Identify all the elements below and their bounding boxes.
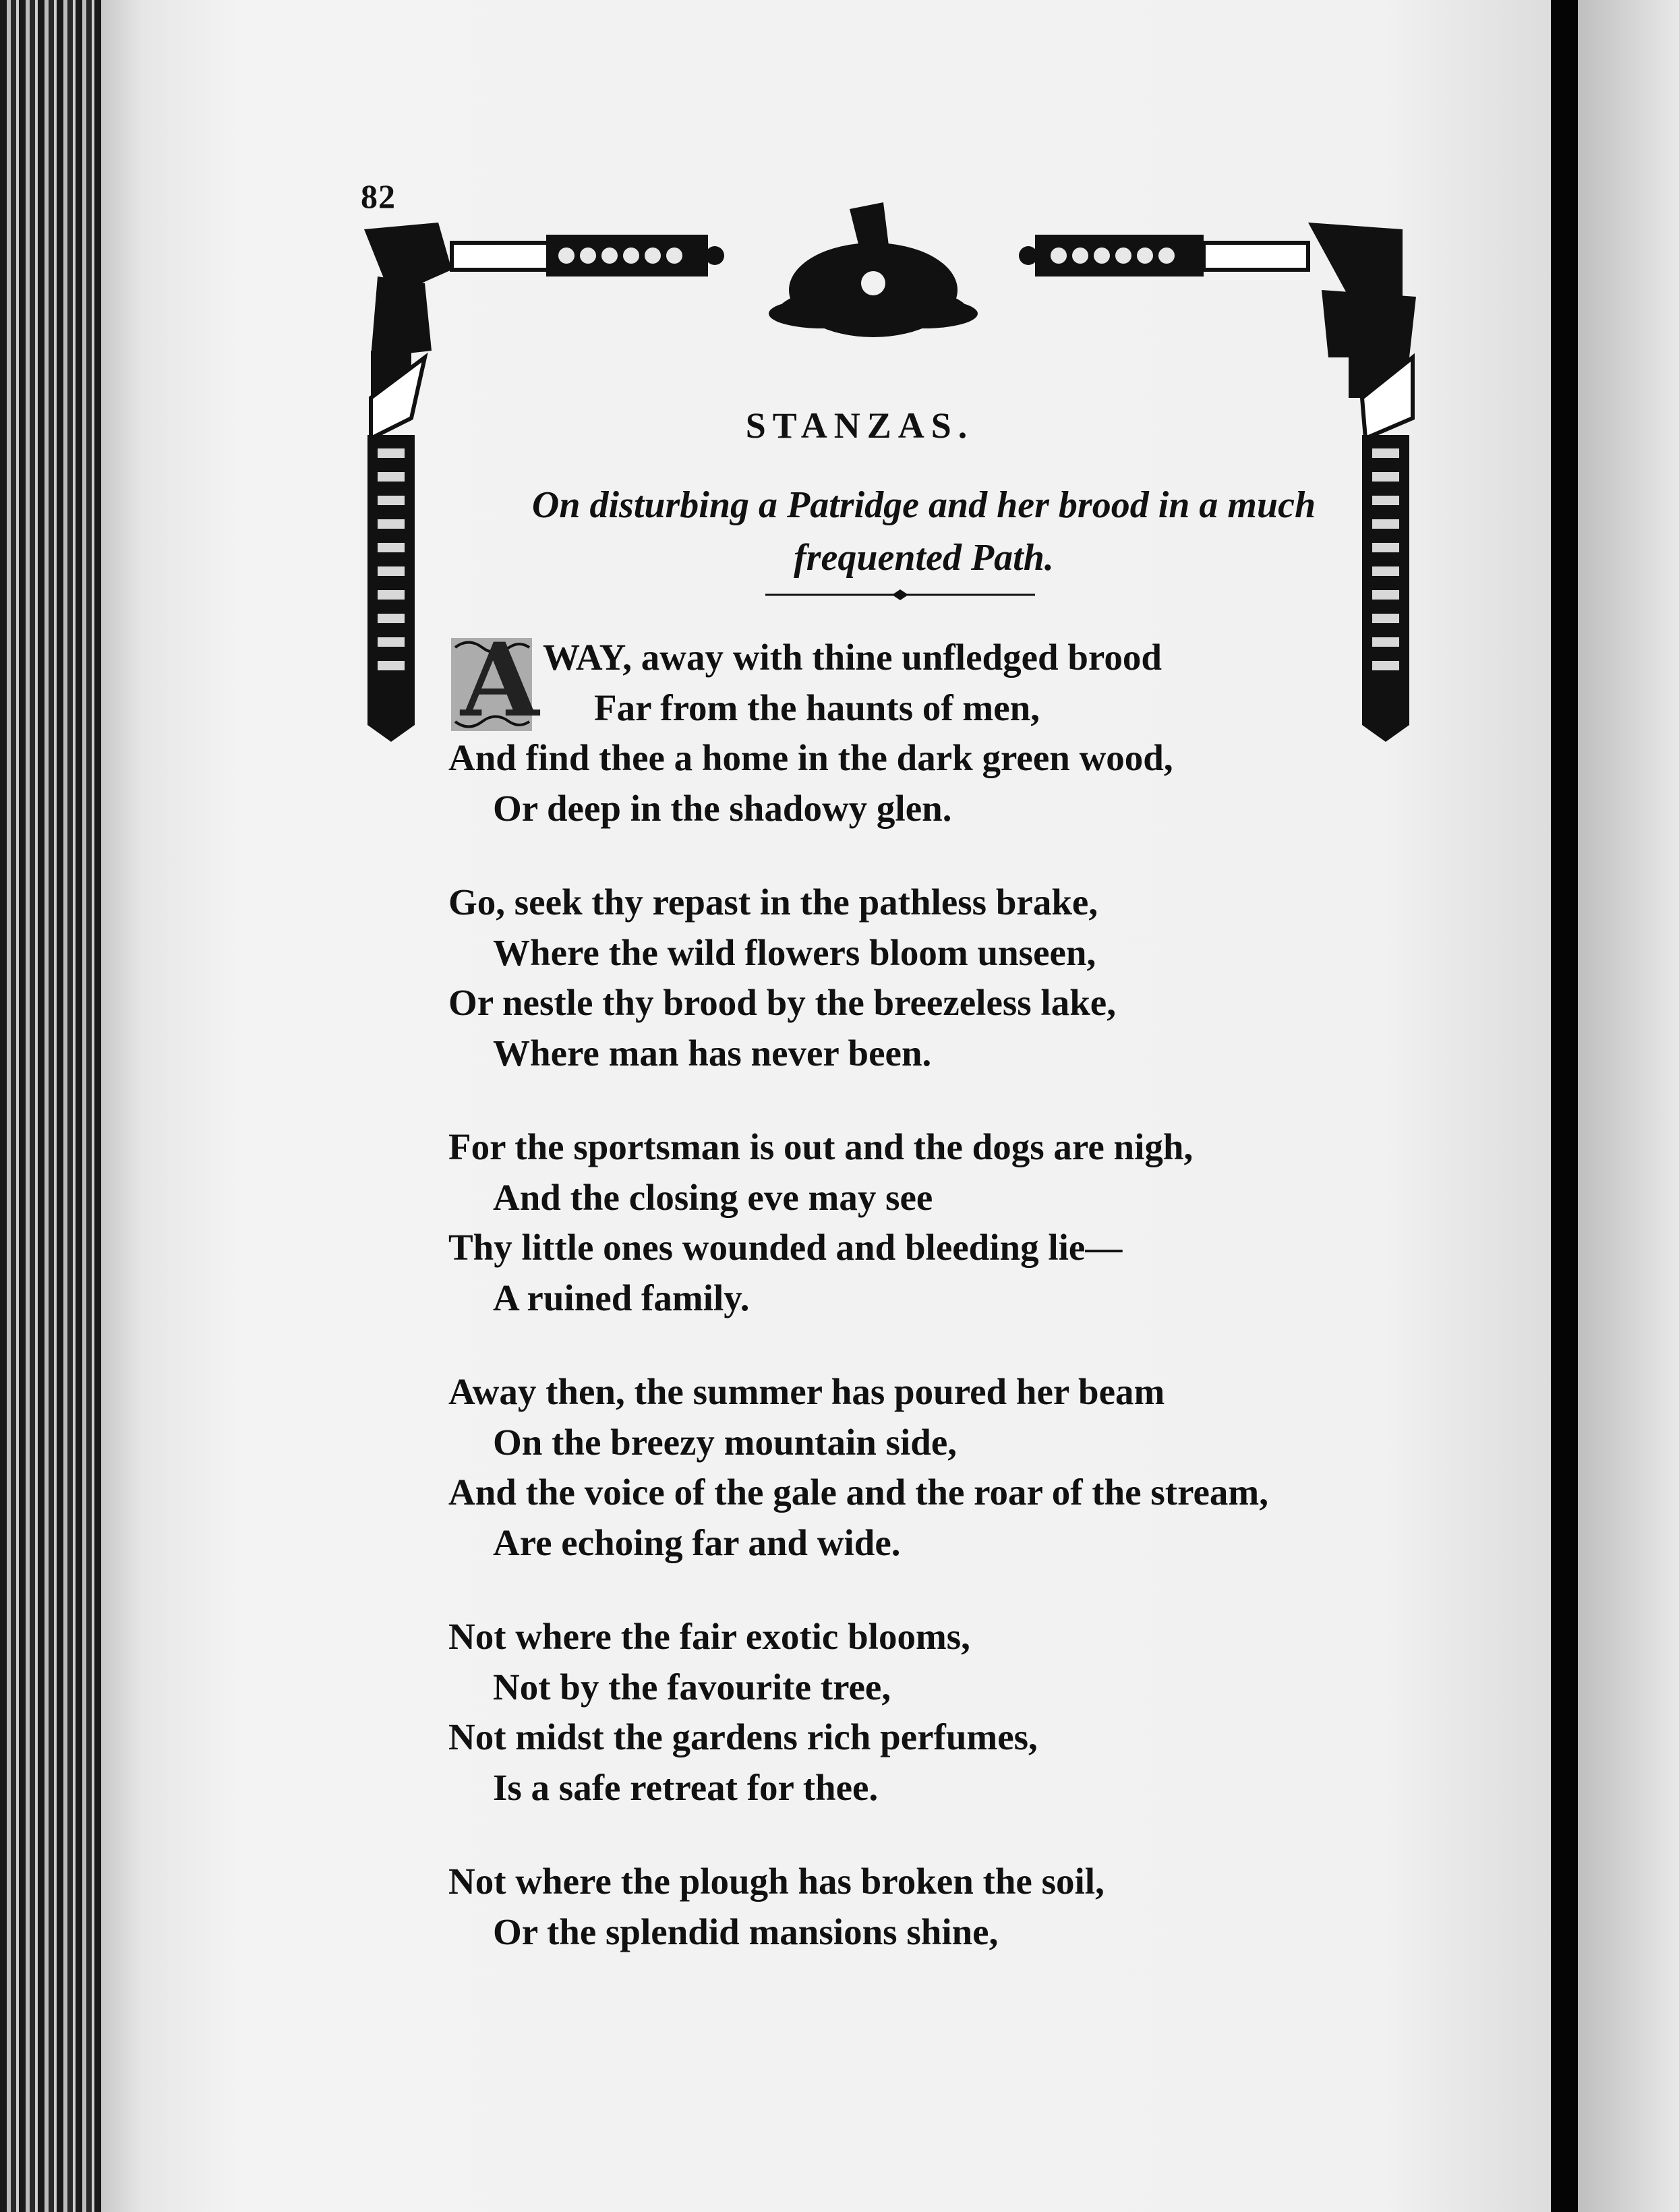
- drop-cap-ornament: [448, 621, 556, 740]
- poem-line: Where the wild flowers bloom unseen,: [493, 931, 1096, 973]
- stanza-2: [448, 877, 1460, 1078]
- title-divider-rule: [765, 587, 1035, 603]
- poem-line: Not where the fair exotic blooms,: [448, 1616, 970, 1657]
- left-banner-ornament: [452, 235, 724, 276]
- subtitle-line-1: On disturbing a Patridge and her brood in a much: [531, 484, 1316, 526]
- poem-line: On the breezy mountain side,: [493, 1421, 958, 1463]
- right-banner-ornament: [1019, 235, 1308, 276]
- stanza-4: [448, 1367, 1460, 1568]
- poem-line: For the sportsman is out and the dogs are nigh,: [448, 1126, 1194, 1167]
- poem-body: [448, 621, 1460, 2001]
- poem-line: Or deep in the shadowy glen.: [493, 787, 952, 829]
- stanza-5: [448, 1612, 1460, 1813]
- poem-line: Is a safe retreat for thee.: [493, 1766, 879, 1808]
- poem-line: Go, seek thy repast in the pathless brake,: [448, 881, 1098, 923]
- poem-line: And find thee a home in the dark green wood,: [448, 737, 1173, 778]
- poem-line: And the voice of the gale and the roar of the stream,: [448, 1472, 1268, 1513]
- center-bird-ornament: [769, 202, 978, 337]
- poem-line: Not where the plough has broken the soil,: [448, 1861, 1104, 1902]
- stanza-3: [448, 1122, 1460, 1323]
- poem-line: Not by the favourite tree,: [493, 1666, 891, 1708]
- stanza-1: [448, 621, 1460, 834]
- poem-title: STANZAS.: [745, 405, 974, 446]
- poem-subtitle: [465, 479, 1382, 584]
- subtitle-line-2: frequented Path.: [794, 537, 1054, 579]
- poem-line: WAY, away with thine unfledged brood: [543, 637, 1162, 678]
- poem-line: Away then, the summer has poured her beam: [448, 1371, 1165, 1412]
- poem-line: Where man has never been.: [493, 1032, 932, 1074]
- poem-line: Thy little ones wounded and bleeding lie—: [448, 1227, 1123, 1268]
- page-number: 82: [361, 177, 396, 215]
- poem-line: Or the splendid mansions shine,: [493, 1911, 999, 1952]
- poem-line: A ruined family.: [493, 1277, 750, 1318]
- drop-cap-letter: A: [461, 621, 539, 740]
- poem-line: Are echoing far and wide.: [493, 1521, 901, 1563]
- adjacent-page-edge: [1578, 0, 1679, 2212]
- stanza-6: [448, 1857, 1460, 1957]
- poem-line: Not midst the gardens rich perfumes,: [448, 1716, 1038, 1757]
- poem-line: And the closing eve may see: [493, 1176, 933, 1218]
- poem-line: Or nestle thy brood by the breezeless lake,: [448, 982, 1116, 1023]
- poem-line: Far from the haunts of men,: [594, 687, 1040, 728]
- book-gutter: [1551, 0, 1578, 2212]
